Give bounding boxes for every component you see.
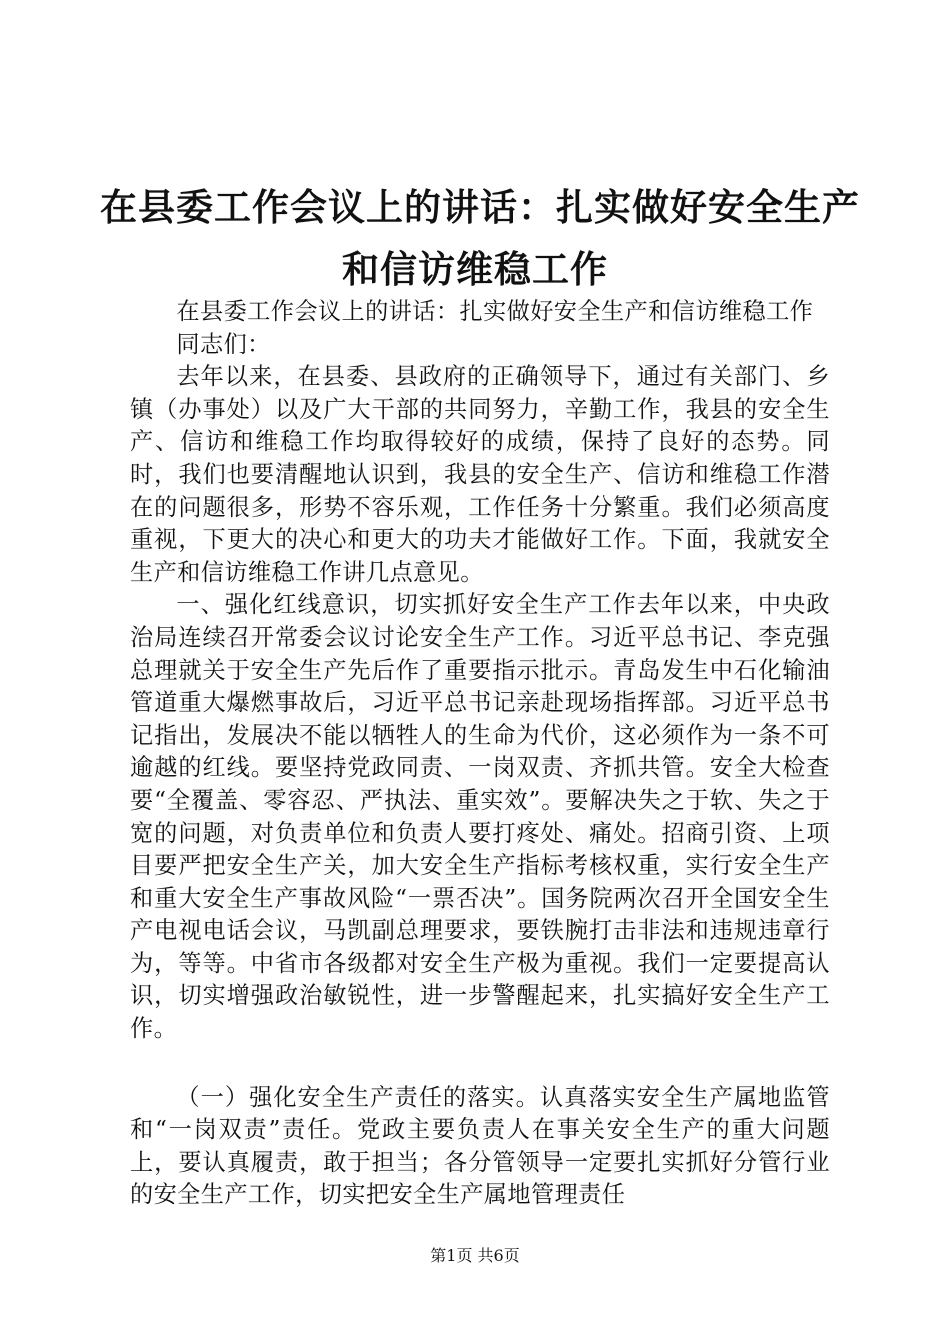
body-paragraph-subsection-1: （一）强化安全生产责任的落实。认真落实安全生产属地监管和“一岗双责”责任。党政主要负责人在事关安全生产的重大问题上，要认真履责，敢于担当；各分管领导一定要扎实抓好分管行业的安全生产工作，切实把安全生产属地管理责任	[130, 1083, 830, 1209]
document-title-line-2: 和信访维稳工作	[342, 248, 608, 291]
body-paragraph-section-1: 一、强化红线意识，切实抓好安全生产工作去年以来，中央政治局连续召开常委会议讨论安全生产工作。习近平总书记、李克强总理就关于安全生产先后作了重要指示批示。青岛发生中石化输油管道重大爆燃事故后，习近平总书记亲赴现场指挥部。习近平总书记指出，发展决不能以牺牲人的生命为代价，这必须作为一条不可逾越的红线。要坚持党政同责、一岗双责、齐抓共管。安全大检查要“全覆盖、零容忍、严执法、重实效”。要解决失之于软、失之于宽的问题，对负责单位和负责人要打疼处、痛处。招商引资、上项目要严把安全生产关，加大安全生产指标考核权重，实行安全生产和重大安全生产事故风险“一票否决”。国务院两次召开全国安全生产电视电话会议，马凯副总理要求，要铁腕打击非法和违规违章行为，等等。中省市各级都对安全生产极为重视。我们一定要提高认识，切实增强政治敏锐性，进一步警醒起来，扎实搞好安全生产工作。	[130, 591, 830, 1043]
body-paragraph-salutation: 同志们：	[176, 330, 271, 358]
body-paragraph-subtitle: 在县委工作会议上的讲话：扎实做好安全生产和信访维稳工作	[176, 298, 814, 325]
document-title-line-1: 在县委工作会议上的讲话：扎实做好安全生产	[100, 186, 860, 229]
page-number-footer: 第1页 共6页	[430, 1246, 520, 1265]
document-body	[130, 296, 830, 1212]
body-paragraph-intro: 去年以来，在县委、县政府的正确领导下，通过有关部门、乡镇（办事处）以及广大干部的共同努力，辛勤工作，我县的安全生产、信访和维稳工作均取得较好的成绩，保持了良好的态势。同时，我们也要清醒地认识到，我县的安全生产、信访和维稳工作潜在的问题很多，形势不容乐观，工作任务十分繁重。我们必须高度重视，下更大的决心和更大的功夫才能做好工作。下面，我就安全生产和信访维稳工作讲几点意见。	[130, 363, 830, 586]
